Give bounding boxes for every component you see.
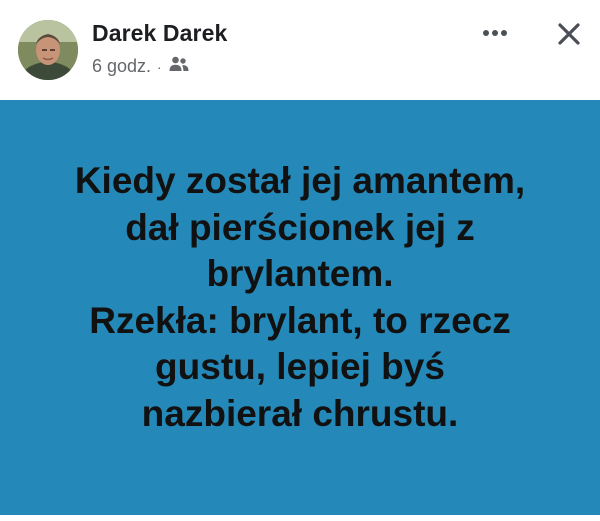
meta-separator: ·	[157, 58, 162, 75]
close-icon[interactable]	[553, 18, 585, 50]
bottom-divider	[0, 515, 600, 521]
post-text-line: Rzekła: brylant, to rzecz	[89, 299, 511, 341]
post-header	[0, 0, 600, 100]
post-text-line: nazbierał chrustu.	[141, 392, 459, 434]
author-name[interactable]: Darek Darek	[92, 20, 228, 46]
avatar-photo	[18, 20, 78, 80]
post-text	[0, 158, 600, 437]
post-time[interactable]: 6 godz.	[92, 56, 152, 76]
post-text-line: gustu, lepiej byś	[155, 346, 445, 387]
post-text-line: dał pierścionek jej z	[125, 206, 475, 248]
post-meta	[92, 56, 190, 77]
avatar[interactable]	[18, 20, 78, 80]
friends-icon	[168, 56, 190, 77]
more-horizontal-icon[interactable]	[478, 22, 512, 44]
post-text-line: Kiedy został jej amantem,	[74, 160, 526, 201]
post-text-line: brylantem.	[206, 253, 394, 294]
post-card	[0, 100, 600, 515]
